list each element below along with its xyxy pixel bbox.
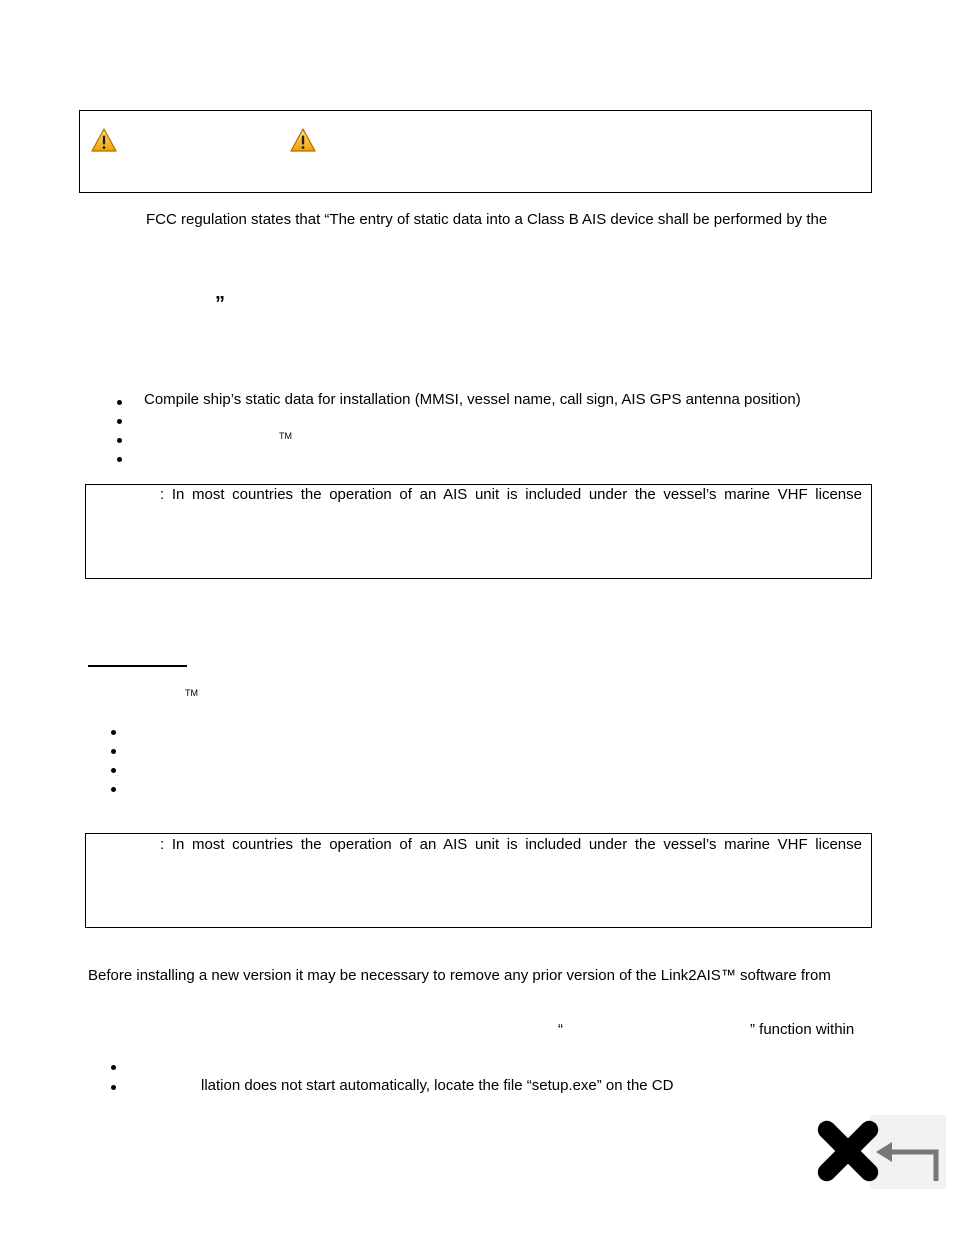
bullet-dot (117, 400, 122, 405)
closing-quote: ” (215, 293, 225, 315)
bullet-dot (117, 457, 122, 462)
brand-logo-icon (810, 1115, 946, 1189)
warning-icon (290, 128, 316, 152)
bullet-dot (117, 438, 122, 443)
bullet-dot (111, 749, 116, 754)
warning-icon (91, 128, 117, 152)
bullet-dot (117, 419, 122, 424)
open-quote: “ (558, 1021, 563, 1038)
bullet-dot (111, 787, 116, 792)
section-heading-underline (88, 665, 187, 667)
fcc-regulation-text: FCC regulation states that “The entry of static data into a Class B AIS device shall be performed by the (146, 211, 828, 228)
warning-box (79, 110, 872, 193)
bullet-dot (111, 768, 116, 773)
bullet-dot (111, 1065, 116, 1070)
list-item: Compile ship’s static data for installation (MMSI, vessel name, call sign, AIS GPS antenna position) (144, 391, 801, 408)
bullet-dot (111, 730, 116, 735)
trademark-mark: TM (279, 431, 292, 441)
list-item: llation does not start automatically, locate the file “setup.exe” on the CD (201, 1077, 674, 1094)
trademark-mark: TM (185, 688, 198, 698)
note-text: : In most countries the operation of an AIS unit is included under the vessel’s marine VHF license (160, 836, 862, 853)
bullet-dot (111, 1085, 116, 1090)
note-text: : In most countries the operation of an AIS unit is included under the vessel’s marine VHF license (160, 486, 862, 503)
function-within-text: ” function within (750, 1021, 855, 1038)
before-installing-text: Before installing a new version it may be necessary to remove any prior version of the Link2AIS™ software from (88, 967, 831, 984)
